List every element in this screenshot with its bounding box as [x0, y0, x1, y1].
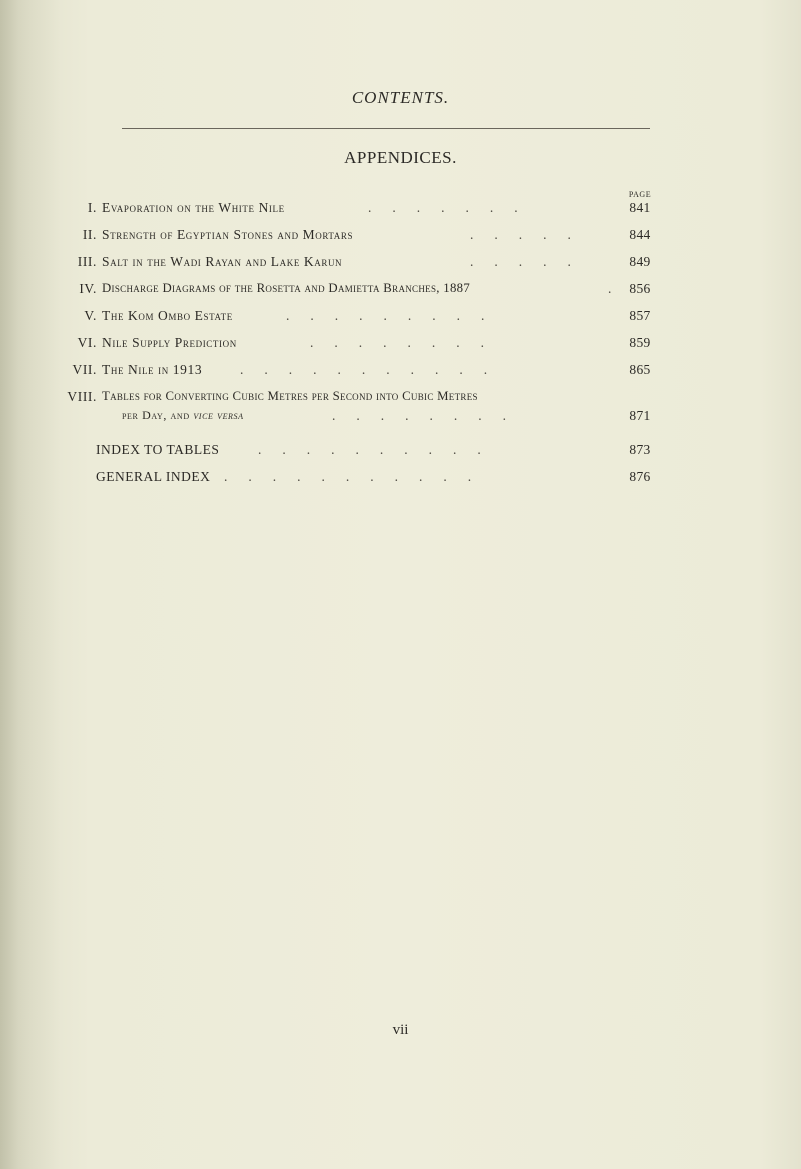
toc-entry	[0, 281, 801, 303]
index-title: GENERAL INDEX	[96, 469, 211, 484]
index-page: 873	[629, 442, 651, 457]
leader-dots: ........	[310, 335, 505, 350]
entry-title: Tables for Converting Cubic Metres per Second into Cubic Metres	[102, 389, 478, 403]
toc-entry	[0, 254, 801, 276]
entry-page: 849	[629, 254, 651, 269]
page-number: vii	[392, 1022, 409, 1038]
entry-page: 859	[629, 335, 651, 350]
leader-dots: .......	[368, 200, 539, 215]
leader-dots: .....	[470, 254, 592, 269]
entry-number: VIII.	[67, 389, 97, 404]
toc-entry	[0, 308, 801, 330]
entry-title: Evaporation on the White Nile	[102, 200, 285, 215]
entry-number: III.	[77, 254, 97, 269]
index-title: INDEX TO TABLES	[96, 442, 220, 457]
entry-page: 844	[629, 227, 651, 242]
entry-title: Salt in the Wadi Rayan and Lake Karun	[102, 254, 343, 269]
header-rule	[122, 128, 650, 129]
toc-entry	[0, 200, 801, 222]
entry-page: 841	[629, 200, 651, 215]
toc-entry-continuation	[0, 408, 801, 430]
toc-entry	[0, 335, 801, 357]
entry-title: Strength of Egyptian Stones and Mortars	[102, 227, 354, 242]
entry-page: 871	[629, 408, 651, 423]
page-column-label: PAGE	[628, 190, 652, 199]
entry-title: Nile Supply Prediction	[102, 335, 237, 350]
vice-versa-italic: vice versa	[193, 408, 244, 422]
entry-number: VI.	[77, 335, 97, 350]
toc-entry	[0, 227, 801, 249]
entry-page: 856	[629, 281, 651, 296]
leader-dots: ........	[332, 408, 527, 423]
toc-entry	[0, 362, 801, 384]
leader-dots: ...........	[224, 469, 493, 484]
running-head: CONTENTS.	[351, 88, 450, 107]
entry-page: 857	[629, 308, 651, 323]
entry-title-continued-text: per Day, and	[122, 408, 190, 422]
leader-dots: .....	[470, 227, 592, 242]
entry-number: I.	[87, 200, 97, 215]
entry-number: II.	[82, 227, 97, 242]
entry-title-continued	[122, 408, 244, 423]
entry-number: VII.	[72, 362, 97, 377]
leader-dots: .........	[286, 308, 506, 323]
entry-title: The Nile in 1913	[102, 362, 203, 377]
section-title: APPENDICES.	[344, 148, 457, 167]
entry-number: V.	[84, 308, 97, 323]
index-entry	[0, 469, 801, 491]
binding-shadow	[0, 0, 60, 1169]
entry-title: Discharge Diagrams of the Rosetta and Damietta Branches, 1887	[102, 281, 471, 295]
leader-dots: ..........	[258, 442, 502, 457]
entry-page: 865	[629, 362, 651, 377]
index-entry	[0, 442, 801, 464]
index-page: 876	[629, 469, 651, 484]
entry-title: The Kom Ombo Estate	[102, 308, 233, 323]
leader-dots: ...........	[240, 362, 509, 377]
leader-dots: .	[608, 281, 633, 296]
entry-number: IV.	[79, 281, 97, 296]
